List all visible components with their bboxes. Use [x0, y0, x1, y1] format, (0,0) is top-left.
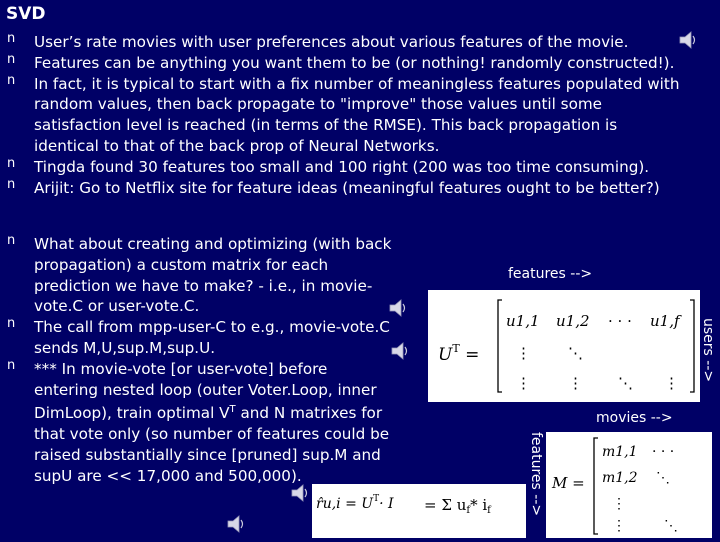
bullet-item: [8, 317, 418, 359]
bullet-item: [8, 53, 708, 74]
formula-sum: = Σ $u_f*$ $i_f$: [424, 496, 491, 516]
bullet-marker: [8, 240, 16, 248]
matrix-ddots: ⋱: [656, 470, 670, 486]
bullet-text: that vote only (so number of features could be: [34, 425, 390, 444]
bullet-text: vote.C or user-vote.C.: [34, 297, 200, 316]
matrix-vdots: ⋮: [568, 374, 583, 392]
bullet-item: [8, 32, 708, 53]
matrix-ddots: ⋱: [664, 518, 678, 534]
bullet-item: [8, 157, 708, 178]
features-label: features -->: [508, 266, 593, 282]
matrix-cell: u1,f: [650, 312, 680, 330]
bullet-item: [8, 74, 708, 157]
matrix-vdots: ⋮: [516, 374, 531, 392]
bullet-text: raised substantially since [pruned] sup.M and: [34, 446, 381, 465]
speaker-icon[interactable]: [226, 514, 248, 534]
bullet-text: propagation) a custom matrix for each: [34, 255, 329, 274]
matrix-cell: u1,1: [506, 312, 540, 330]
superscript: T: [229, 404, 236, 416]
bullet-text: sends M,U,sup.M,sup.U.: [34, 338, 216, 357]
bullet-text: supU are << 17,000 and 500,000).: [34, 466, 302, 485]
bullet-marker: [8, 323, 16, 331]
m-matrix-image: [546, 432, 712, 538]
bullet-text: *** In movie-vote [or user-vote] before: [34, 359, 328, 378]
bullet-text: In fact, it is typical to start with a fix number of meaningless features populated with: [34, 74, 680, 93]
bullet-item: [8, 234, 418, 317]
matrix-ddots: ⋱: [618, 374, 633, 392]
bottom-bullet-list: [8, 234, 418, 487]
matrix-dots: · · ·: [608, 312, 632, 330]
bullet-text: User’s rate movies with user preferences about various features of the movie.: [34, 33, 629, 51]
prediction-formula-image: [312, 484, 526, 538]
users-label: users -->: [700, 318, 716, 383]
formula-lhs: r̂u,i = $U^T\cdot I$: [316, 494, 394, 512]
ut-matrix-figure: [428, 290, 700, 402]
bullet-item: [8, 359, 418, 487]
matrix-cell: m1,1: [602, 444, 638, 460]
movies-label: movies -->: [596, 410, 673, 426]
matrix-vdots: ⋮: [516, 344, 531, 362]
matrix-cell: m1,2: [602, 470, 638, 486]
matrix-dots: · · ·: [652, 444, 675, 460]
bullet-text: Tingda found 30 features too small and 100 right (200 was too time consuming).: [34, 157, 650, 176]
prediction-formula: [312, 484, 526, 538]
bullet-text: prediction we have to make? - i.e., in movie-: [34, 276, 373, 295]
bullet-marker: [8, 80, 16, 88]
bullet-text: Arijit: Go to Netflix site for feature ideas (meaningful features ought to be better?): [34, 178, 660, 197]
features-down-label: features -->: [528, 432, 544, 517]
bullet-marker: [8, 365, 16, 373]
matrix-vdots: ⋮: [612, 496, 626, 512]
ut-lhs: $U^T$ =: [438, 342, 480, 365]
bullet-text: satisfaction level is reached (in terms of the RMSE). This back propagation is: [34, 116, 618, 135]
matrix-vdots: ⋮: [612, 518, 626, 534]
bullet-text: random values, then back propagate to "improve" those values until some: [34, 95, 603, 114]
bullet-text: Features can be anything you want them to be (or nothing! randomly constructed!).: [34, 53, 675, 72]
bullet-text-part: and N matrixes for: [240, 404, 383, 423]
ut-matrix-image: [428, 290, 700, 402]
bullet-text: What about creating and optimizing (with back: [34, 235, 392, 253]
matrix-vdots: ⋮: [664, 374, 679, 392]
bullet-marker: [8, 59, 16, 67]
bullet-item: [8, 178, 708, 199]
bullet-marker: [8, 184, 16, 192]
bullet-text: entering nested loop (outer Voter.Loop, inner: [34, 380, 377, 399]
bullet-text: The call from mpp-user-C to e.g., movie-vote.C: [34, 318, 390, 337]
top-bullet-list: [8, 32, 708, 198]
bullet-text-part: DimLoop), train optimal V: [34, 404, 230, 423]
m-lhs: M =: [552, 474, 585, 492]
matrix-ddots: ⋱: [568, 344, 583, 362]
bullet-marker: [8, 38, 16, 46]
bullet-text: [34, 400, 418, 424]
slide-title: SVD: [6, 4, 46, 24]
m-matrix-figure: [546, 432, 712, 538]
bullet-text: identical to that of the back prop of Neural Networks.: [34, 136, 440, 155]
matrix-cell: u1,2: [556, 312, 590, 330]
bullet-marker: [8, 163, 16, 171]
